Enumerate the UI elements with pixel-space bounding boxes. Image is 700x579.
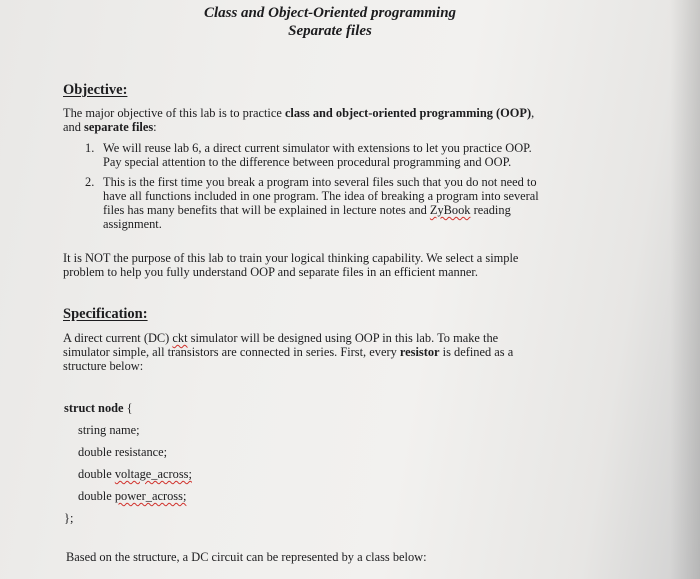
document-title [0,4,660,40]
code-line: double voltage_across; [78,467,192,481]
specification-footer: Based on the structure, a DC circuit can be represented by a class below: [66,550,427,564]
voltage-across-field: voltage_across; [114,467,192,481]
list-line: Pay special attention to the difference between procedural programming and OOP. [103,155,512,169]
intro-text-4: : [153,120,157,134]
list-line: We will reuse lab 6, a direct current simulator with extensions to let you practice OOP. [103,141,532,155]
intro-bold-files: separate files [84,120,154,134]
intro-bold-oop: class and object-oriented programming (OOP) [284,106,532,120]
list-line: assignment. [103,217,162,231]
zybook-word: ZyBook [429,203,471,217]
specification-body: A direct current (DC) ckt simulator will be designed using OOP in this lab. To make the simulator simple, all transistors are connected in series. First, every resistor is defined as a structure below: [63,331,514,373]
power-across-field: power_across; [114,489,187,503]
list-line: have all functions included in one program. The idea of breaking a program into several [103,189,539,203]
objective-intro [63,106,603,134]
list-number: 2. [85,175,95,189]
code-line: }; [64,511,74,525]
list-item [85,175,605,231]
closing-line: problem to help you fully understand OOP and separate files in an efficient manner. [63,265,478,279]
objective-closing [63,251,603,279]
intro-text-1: The major objective of this lab is to practice [63,106,285,120]
struct-keyword: struct node [64,401,124,415]
code-line: string name; [78,423,140,437]
struct-code-block [64,397,192,529]
code-line: double power_across; [78,489,187,503]
list-line: This is the first time you break a program into several files such that you do not need to [103,175,537,189]
intro-text-3: and [63,120,84,134]
ckt-word: ckt [172,331,188,345]
list-line: files has many benefits that will be explained in lecture notes and ZyBook reading [103,203,511,217]
objective-list [85,141,605,234]
list-number: 1. [85,141,95,155]
closing-line: It is NOT the purpose of this lab to train your logical thinking capability. We select a simple [63,251,519,265]
objective-heading: Objective: [63,82,128,98]
list-item [85,141,605,169]
specification-heading: Specification: [63,306,148,322]
title-line-2: Separate files [288,23,372,39]
intro-text-2: , [531,106,535,120]
code-line: struct node { [64,401,133,415]
code-line: double resistance; [78,445,168,459]
title-line-1: Class and Object-Oriented programming [203,5,457,21]
resistor-word: resistor [399,345,440,359]
